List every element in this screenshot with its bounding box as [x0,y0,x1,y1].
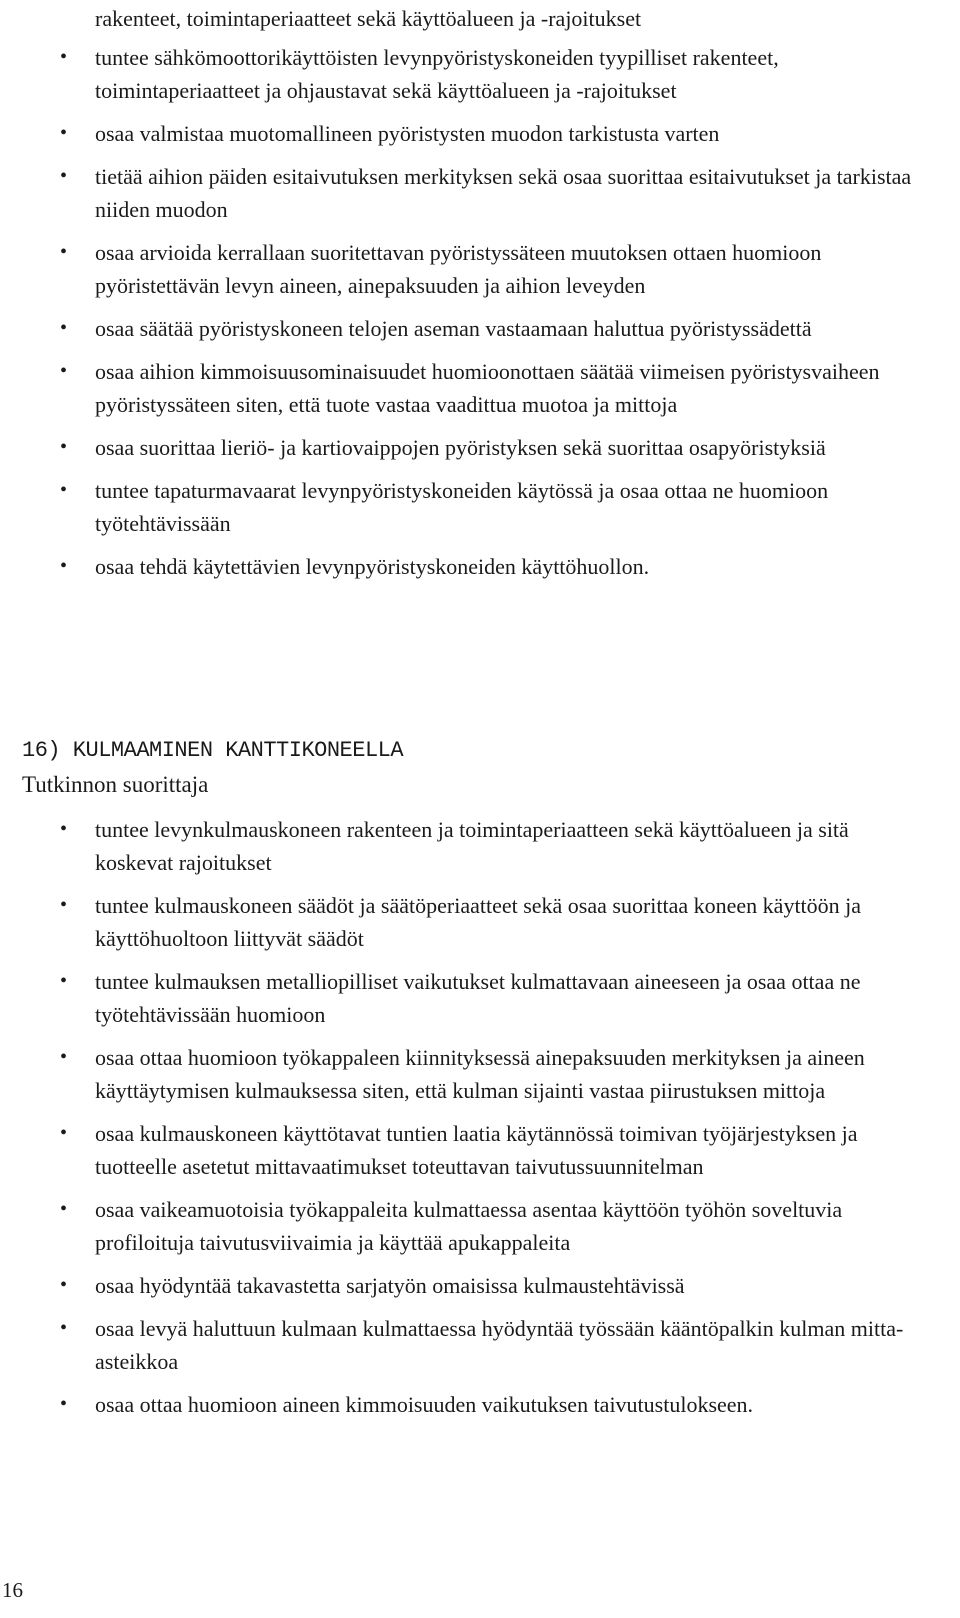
bullet-icon: • [60,165,68,187]
bullet-icon: • [60,1274,68,1296]
bullet-icon: • [60,818,68,840]
bullet-icon: • [60,46,68,68]
bullet-icon: • [60,1393,68,1415]
list-item-text: osaa valmistaa muotomallineen pyöristysten muodon tarkistusta varten [95,121,720,146]
list-item [0,889,960,955]
section-subheading: Tutkinnon suorittaja [22,772,209,797]
list-item [0,1312,960,1378]
list-item [0,1388,960,1421]
list-item-text: osaa ottaa huomioon aineen kimmoisuuden vaikutuksen taivutustulokseen. [95,1392,754,1417]
bullet-icon: • [60,555,68,577]
list-item [0,474,960,540]
bullet-icon: • [60,241,68,263]
list-item-text: osaa tehdä käytettävien levynpyöristyskoneiden käyttöhuollon. [95,554,650,579]
list-item-text: osaa vaikeamuotoisia työkappaleita kulmattaessa asentaa käyttöön työhön soveltuvia profiloituja taivutusviivaimia ja käyttää apukappaleita [95,1197,843,1255]
list-item-text: osaa arvioida kerrallaan suoritettavan pyöristyssäteen muutoksen ottaen huomioon pyöristettävän levyn aineen, ainepaksuuden ja aihion leveyden [95,240,822,298]
list-item [0,312,960,345]
list-item [0,813,960,879]
bullet-icon: • [60,317,68,339]
bullet-icon: • [60,1122,68,1144]
list-item-text: osaa levyä haluttuun kulmaan kulmattaessa hyödyntää työssään kääntöpalkin kulman mitta-asteikkoa [95,1316,904,1374]
page-number: 16 [2,1578,23,1602]
bullet-icon: • [60,122,68,144]
list-item [0,117,960,150]
list-item [0,550,960,583]
list-item-text: osaa ottaa huomioon työkappaleen kiinnityksessä ainepaksuuden merkityksen ja aineen käyttäytymisen kulmauksessa siten, että kulman sijainti vastaa piirustuksen mittoja [95,1045,865,1103]
list-item-text: osaa aihion kimmoisuusominaisuudet huomioonottaen säätää viimeisen pyöristysvaiheen pyöristyssäteen siten, että tuote vastaa vaadittua muotoa ja mittoja [95,359,880,417]
list-item [0,236,960,302]
list-item [0,1041,960,1107]
list-item [0,1193,960,1259]
intro-continuation-text: rakenteet, toimintaperiaatteet sekä käyttöalueen ja -rajoitukset [95,6,642,31]
bullet-icon: • [60,436,68,458]
list-item-text: tuntee kulmauskoneen säädöt ja säätöperiaatteet sekä osaa suorittaa koneen käyttöön ja käyttöhuoltoon liittyvät säädöt [95,893,862,951]
bullet-icon: • [60,1046,68,1068]
requirements-list-1 [0,41,960,593]
bullet-icon: • [60,360,68,382]
list-item [0,965,960,1031]
list-item-text: osaa säätää pyöristyskoneen telojen aseman vastaamaan haluttua pyöristyssädettä [95,316,812,341]
bullet-icon: • [60,894,68,916]
list-item-text: tuntee sähkömoottorikäyttöisten levynpyöristyskoneiden tyypilliset rakenteet, toimintaperiaatteet ja ohjaustavat sekä käyttöalueen ja -rajoitukset [95,45,779,103]
list-item-text: osaa hyödyntää takavastetta sarjatyön omaisissa kulmaustehtävissä [95,1273,685,1298]
bullet-icon: • [60,1198,68,1220]
list-item [0,355,960,421]
list-item-text: tuntee kulmauksen metalliopilliset vaikutukset kulmattavaan aineeseen ja osaa ottaa ne työtehtävissään huomioon [95,969,861,1027]
list-item [0,431,960,464]
requirements-list-2 [0,813,960,1431]
list-item [0,160,960,226]
list-item [0,1269,960,1302]
section-heading: 16) KULMAAMINEN KANTTIKONEELLA [22,738,404,763]
list-item-text: osaa kulmauskoneen käyttötavat tuntien laatia käytännössä toimivan työjärjestyksen ja tuotteelle asetetut mittavaatimukset toteuttavan taivutussuunnitelman [95,1121,858,1179]
bullet-icon: • [60,1317,68,1339]
list-item [0,1117,960,1183]
list-item-text: tuntee levynkulmauskoneen rakenteen ja toimintaperiaatteen sekä käyttöalueen ja sitä koskevat rajoitukset [95,817,849,875]
bullet-icon: • [60,479,68,501]
list-item-text: tuntee tapaturmavaarat levynpyöristyskoneiden käytössä ja osaa ottaa ne huomioon työtehtävissään [95,478,829,536]
list-item-text: tietää aihion päiden esitaivutuksen merkityksen sekä osaa suorittaa esitaivutukset ja tarkistaa niiden muodon [95,164,912,222]
list-item [0,41,960,107]
bullet-icon: • [60,970,68,992]
list-item-text: osaa suorittaa lieriö- ja kartiovaippojen pyöristyksen sekä suorittaa osapyöristyksiä [95,435,826,460]
